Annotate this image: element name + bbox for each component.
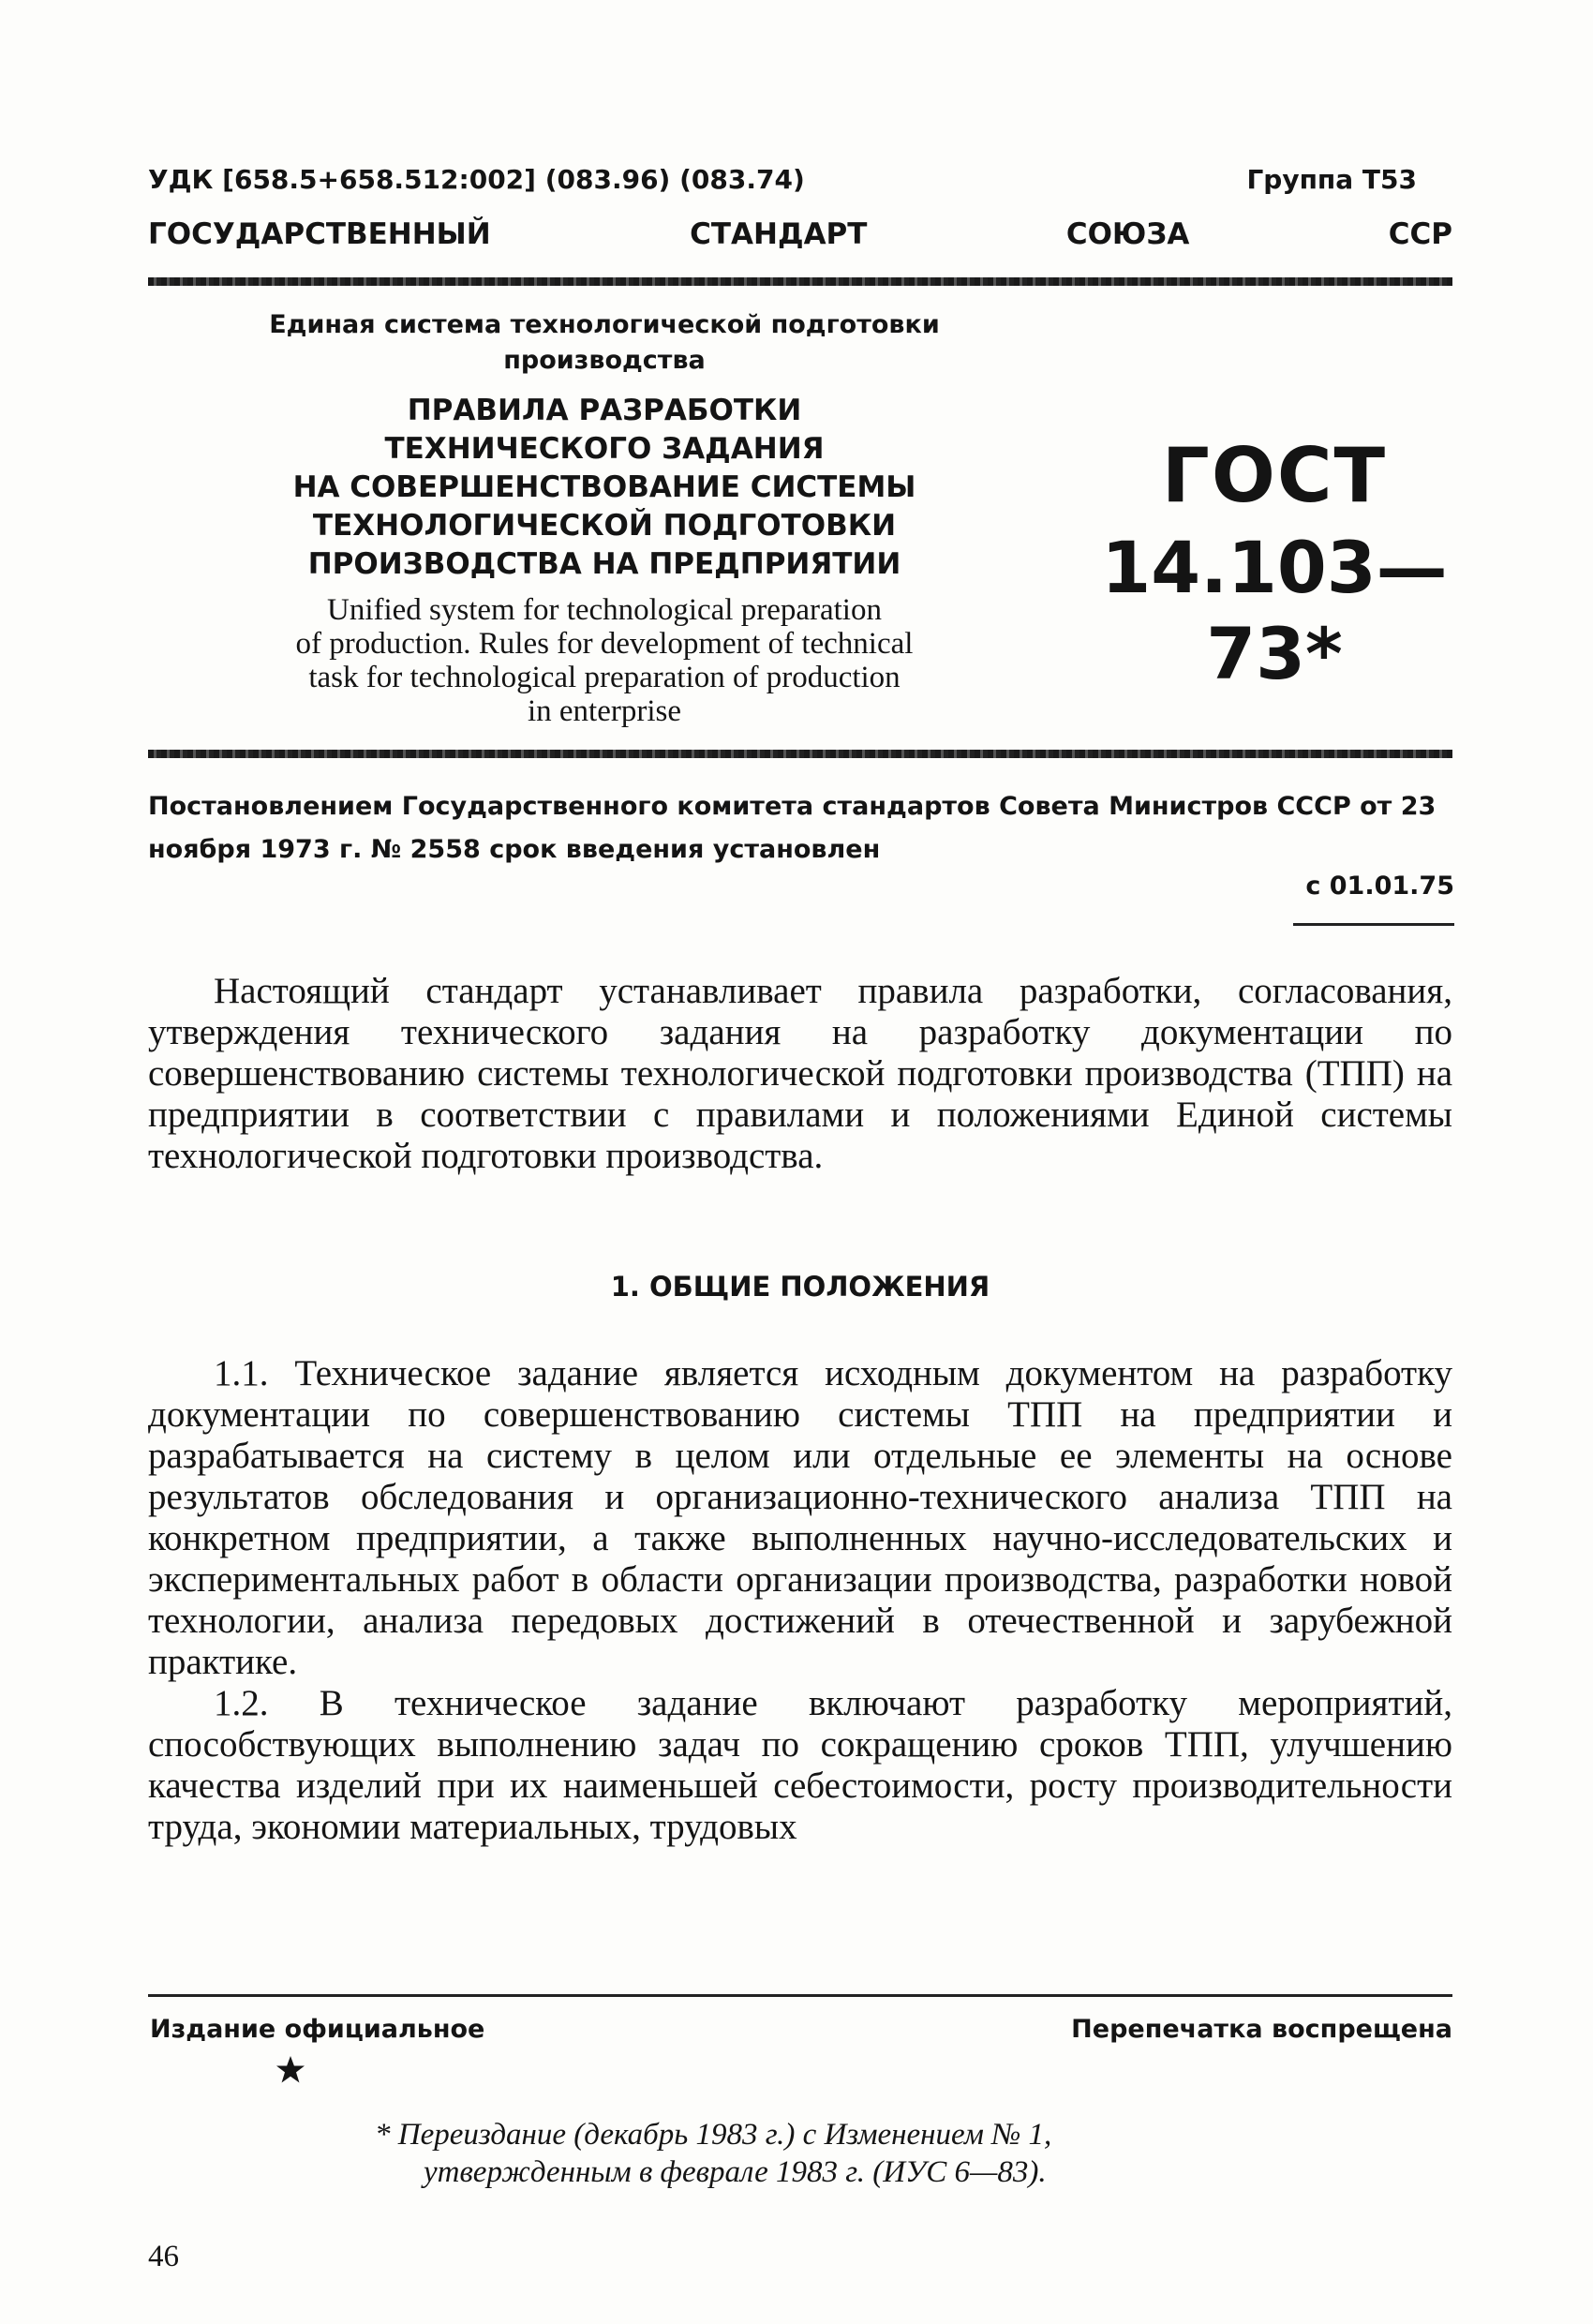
footer-divider (148, 1994, 1452, 1997)
title-line: НА СОВЕРШЕНСТВОВАНИЕ СИСТЕМЫ (292, 470, 916, 504)
title-divider (148, 750, 1452, 758)
reprint-note-line: * Переиздание (декабрь 1983 г.) с Изменением № 1, (375, 2118, 1052, 2152)
intro-paragraph (148, 971, 1452, 1177)
date-underline (1293, 923, 1454, 926)
item-paragraph: 1.1. Техническое задание является исходным документом на разработку документации по совершенствованию системы ТПП на предприятии и разрабатывается на систему в целом или отдельные ее элементы на основе результатов обследования и организационно-технического анализа ТПП на конкретном предприятии, а также выполненных научно-исследовательских и экспериментальных работ в области организации производства, разработки новой технологии, анализа передовых достижений в отечественной и зарубежной практике. (148, 1353, 1452, 1682)
title-line: ТЕХНИЧЕСКОГО ЗАДАНИЯ (384, 432, 825, 466)
state-standard-banner (148, 217, 1452, 251)
title-block (183, 307, 1026, 728)
english-title-line: task for technological preparation of production (308, 661, 901, 694)
english-title-line: Unified system for technological preparation (327, 593, 882, 627)
english-title (183, 593, 1026, 728)
introduction-date: с 01.01.75 (1305, 872, 1454, 901)
title-line: ПРОИЗВОДСТВА НА ПРЕДПРИЯТИИ (307, 547, 901, 581)
banner-word: ГОСУДАРСТВЕННЫЙ (148, 217, 491, 251)
banner-word: СТАНДАРТ (690, 217, 868, 251)
system-name: Единая система технологической подготовки производства (269, 310, 940, 375)
page-number: 46 (148, 2240, 179, 2273)
official-edition-label: Издание официальное (150, 2015, 485, 2044)
paragraph: Настоящий стандарт устанавливает правила разработки, согласования, утверждения технического задания на разработку документации по совершенствованию системы технологической подготовки производства (ТПП) на предприятии в соответствии с правилами и положениями Единой системы технологической подготовки производства. (148, 971, 1452, 1176)
decree-text: Постановлением Государственного комитета стандартов Совета Министров СССР от 23 ноября 1973 г. № 2558 срок введения установлен (148, 792, 1437, 864)
reprint-note-line: утвержденным в феврале 1983 г. (ИУС 6—83). (424, 2155, 1047, 2189)
udc-code: УДК [658.5+658.512:002] (083.96) (083.74) (148, 164, 805, 195)
section-heading: 1. ОБЩИЕ ПОЛОЖЕНИЯ (610, 1271, 990, 1303)
group-code: Группа Т53 (1246, 164, 1417, 195)
reprint-prohibited-label: Перепечатка воспрещена (1071, 2015, 1452, 2044)
reprint-note (375, 2116, 1256, 2191)
item-paragraph: 1.2. В техническое задание включают разработку мероприятий, способствующих выполнению задач по сокращению сроков ТПП, улучшению качества изделий при их наименьшей себестоимости, росту производительности труда, экономии материальных, трудовых (148, 1683, 1452, 1847)
gost-label: ГОСТ (1161, 432, 1388, 519)
banner-word: ССР (1388, 217, 1452, 251)
standard-title (183, 392, 1026, 584)
title-line: ПРАВИЛА РАЗРАБОТКИ (407, 394, 802, 427)
english-title-line: in enterprise (527, 694, 682, 728)
star-icon-svg (274, 2053, 307, 2087)
english-title-line: of production. Rules for development of technical (295, 627, 914, 661)
section-items (148, 1353, 1452, 1848)
title-line: ТЕХНОЛОГИЧЕСКОЙ ПОДГОТОВКИ (312, 509, 897, 543)
header-divider (148, 277, 1452, 286)
banner-word: СОЮЗА (1065, 217, 1190, 251)
star-icon (274, 2052, 307, 2096)
gost-number: 14.103—73* (1101, 526, 1448, 695)
